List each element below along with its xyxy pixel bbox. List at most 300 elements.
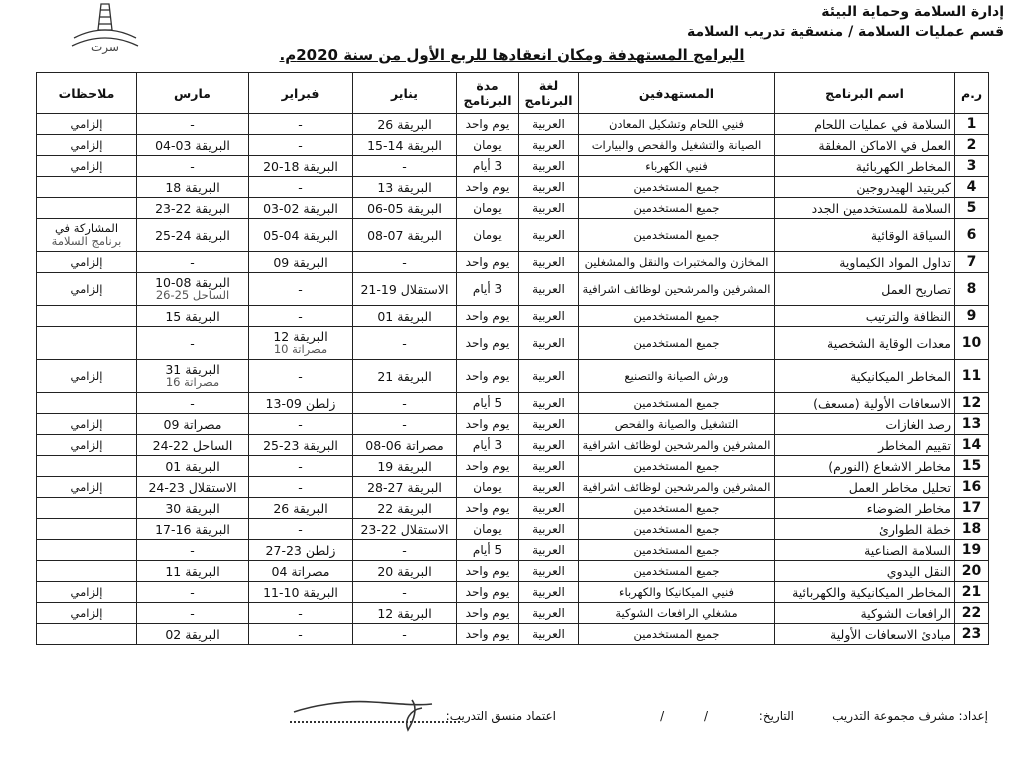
cell-program-name (775, 177, 955, 198)
cell-program-name-text: الرافعات الشوكية (860, 605, 951, 621)
cell-jan (353, 519, 457, 540)
cell-program-name (775, 477, 955, 498)
cell-duration-text: يوم واحد (465, 335, 510, 350)
cell-target-text: جميع المستخدمين (633, 200, 720, 215)
cell-language-text: العربية (532, 281, 565, 296)
cell-num (955, 306, 989, 327)
cell-notes (37, 156, 137, 177)
cell-duration (457, 156, 519, 177)
table-row (37, 273, 989, 306)
cell-num-text: 1 (966, 115, 977, 132)
cell-language (519, 582, 579, 603)
cell-feb-text: البريقة 04-05 (263, 227, 338, 243)
prepared-by-label: إعداد: مشرف مجموعة التدريب (832, 709, 988, 723)
cell-feb (249, 360, 353, 393)
cell-num (955, 114, 989, 135)
cell-mar-text: - (190, 116, 195, 132)
cell-duration (457, 114, 519, 135)
cell-num-text: 22 (961, 604, 982, 621)
cell-target (579, 414, 775, 435)
cell-num (955, 540, 989, 561)
cell-jan (353, 624, 457, 645)
cell-num-text: 18 (961, 520, 982, 537)
table-body (37, 114, 989, 645)
document-title-text: البرامج المستهدفة ومكان انعقادها للربع الأول من سنة 2020م. (279, 46, 745, 64)
cell-target-text: مشغلي الرافعات الشوكية (615, 605, 738, 620)
cell-duration (457, 519, 519, 540)
cell-jan-text: - (402, 395, 407, 411)
cell-language-text: العربية (532, 479, 565, 494)
cell-target (579, 273, 775, 306)
cell-jan-text: - (402, 254, 407, 270)
cell-feb (249, 414, 353, 435)
cell-program-name-text: تقييم المخاطر (878, 437, 951, 453)
cell-duration (457, 477, 519, 498)
cell-jan (353, 198, 457, 219)
cell-num-text: 2 (966, 136, 977, 153)
cell-duration (457, 198, 519, 219)
cell-duration-text: يومان (473, 521, 502, 536)
cell-notes (37, 582, 137, 603)
cell-mar-text: البريقة 02 (165, 626, 220, 642)
cell-feb-text: - (298, 521, 303, 537)
cell-mar-text: - (190, 542, 195, 558)
cell-duration-text: 3 أيام (472, 158, 503, 173)
cell-num (955, 414, 989, 435)
cell-num-text: 21 (961, 583, 982, 600)
cell-language (519, 198, 579, 219)
cell-jan (353, 360, 457, 393)
table-row (37, 177, 989, 198)
cell-duration-text: 3 أيام (472, 437, 503, 452)
cell-duration-text: يومان (473, 479, 502, 494)
cell-num (955, 219, 989, 252)
cell-duration (457, 414, 519, 435)
cell-target (579, 156, 775, 177)
cell-language-text: العربية (532, 254, 565, 269)
cell-program-name-text: مخاطر الاشعاع (النورم) (828, 458, 951, 474)
cell-mar-text: البريقة 18 (165, 179, 220, 195)
cell-target-text: المخازن والمختبرات والنقل والمشغلين (584, 254, 769, 269)
cell-feb (249, 327, 353, 360)
cell-mar-text: - (190, 584, 195, 600)
cell-mar (137, 219, 249, 252)
cell-jan-text: - (402, 542, 407, 558)
cell-language-text: العربية (532, 308, 565, 323)
cell-duration-text: يوم واحد (465, 254, 510, 269)
cell-notes (37, 135, 137, 156)
cell-mar-text: - (190, 605, 195, 621)
cell-duration (457, 252, 519, 273)
cell-duration (457, 393, 519, 414)
cell-num-text: 5 (966, 199, 977, 216)
cell-duration (457, 603, 519, 624)
cell-feb (249, 624, 353, 645)
table-row (37, 540, 989, 561)
cell-target-text: المشرفين والمرشحين لوظائف اشرافية (582, 437, 771, 452)
cell-language (519, 393, 579, 414)
cell-duration-text: يوم واحد (465, 563, 510, 578)
cell-duration-text: 3 أيام (472, 281, 503, 296)
table-row (37, 435, 989, 456)
cell-feb-text: - (298, 479, 303, 495)
cell-program-name (775, 624, 955, 645)
cell-mar-text: - (190, 254, 195, 270)
cell-feb-text: - (298, 605, 303, 621)
cell-num-text: 3 (966, 157, 977, 174)
cell-feb-text: البريقة 02-03 (263, 200, 338, 216)
cell-jan-text: البريقة 14-15 (367, 137, 442, 153)
col-header-mar: مارس (137, 73, 249, 114)
cell-target (579, 177, 775, 198)
cell-num (955, 360, 989, 393)
cell-language (519, 156, 579, 177)
col-header-duration: مدة البرنامج (457, 73, 519, 114)
cell-feb-text: - (298, 281, 303, 297)
cell-target-text: فنيي اللحام وتشكيل المعادن (608, 116, 745, 131)
col-header-notes: ملاحظات (37, 73, 137, 114)
cell-language (519, 540, 579, 561)
cell-program-name-text: السلامة في عمليات اللحام (814, 116, 951, 132)
cell-target-text: جميع المستخدمين (633, 626, 720, 641)
cell-feb-text: - (298, 137, 303, 153)
cell-jan-text: البريقة 21 (377, 368, 432, 384)
cell-mar (137, 414, 249, 435)
cell-num (955, 393, 989, 414)
cell-duration-text: يوم واحد (465, 179, 510, 194)
cell-duration-text: يومان (473, 200, 502, 215)
cell-notes-text: إلزامي (70, 254, 103, 269)
cell-program-name-text: رصد الغازات (885, 416, 951, 432)
cell-target (579, 114, 775, 135)
cell-mar-text: مصراتة 09 (163, 416, 222, 432)
table-row (37, 603, 989, 624)
cell-language-text: العربية (532, 158, 565, 173)
cell-notes-text: إلزامي (70, 281, 103, 296)
cell-notes (37, 177, 137, 198)
table-row (37, 582, 989, 603)
cell-target-text: جميع المستخدمين (633, 395, 720, 410)
cell-target (579, 561, 775, 582)
cell-notes (37, 273, 137, 306)
table-row (37, 252, 989, 273)
cell-duration (457, 582, 519, 603)
cell-notes (37, 414, 137, 435)
cell-language (519, 414, 579, 435)
cell-jan-text: - (402, 335, 407, 351)
cell-num-text: 4 (966, 178, 977, 195)
cell-feb-text: مصراتة 04 (271, 563, 330, 579)
table-row (37, 519, 989, 540)
cell-duration (457, 135, 519, 156)
cell-notes-text: إلزامي (70, 437, 103, 452)
cell-feb (249, 393, 353, 414)
cell-jan-text: - (402, 626, 407, 642)
cell-feb-text: البريقة 18-20 (263, 158, 338, 174)
cell-feb-text: - (298, 626, 303, 642)
table-row (37, 135, 989, 156)
cell-notes (37, 603, 137, 624)
cell-feb (249, 306, 353, 327)
cell-notes (37, 327, 137, 360)
cell-target (579, 519, 775, 540)
header-line-1: إدارة السلامة وحماية البيئة (821, 4, 1004, 20)
cell-language-text: العربية (532, 542, 565, 557)
cell-num (955, 519, 989, 540)
cell-target-text: جميع المستخدمين (633, 542, 720, 557)
cell-notes (37, 306, 137, 327)
cell-language (519, 177, 579, 198)
cell-duration-text: يوم واحد (465, 308, 510, 323)
cell-mar (137, 393, 249, 414)
cell-feb (249, 252, 353, 273)
cell-feb-text: - (298, 179, 303, 195)
cell-mar (137, 252, 249, 273)
cell-target-text: الصيانة والتشغيل والفحص والبيارات (591, 137, 762, 152)
cell-language-text: العربية (532, 437, 565, 452)
cell-program-name (775, 135, 955, 156)
cell-feb (249, 114, 353, 135)
cell-mar (137, 477, 249, 498)
table-row (37, 156, 989, 177)
cell-program-name-text: معدات الوقاية الشخصية (827, 335, 951, 351)
cell-language (519, 498, 579, 519)
cell-mar-text: البريقة 11 (165, 563, 220, 579)
footer (0, 709, 1024, 729)
cell-jan-text: البريقة 12 (377, 605, 432, 621)
cell-target-text: المشرفين والمرشحين لوظائف اشرافية (582, 281, 771, 296)
cell-mar (137, 327, 249, 360)
cell-target-text: جميع المستخدمين (633, 179, 720, 194)
cell-program-name-text: العمل في الاماكن المغلقة (818, 137, 951, 153)
table-row (37, 624, 989, 645)
cell-notes-text-2: برنامج السلامة (51, 234, 122, 248)
table-row (37, 498, 989, 519)
cell-target (579, 327, 775, 360)
cell-mar (137, 135, 249, 156)
cell-program-name (775, 219, 955, 252)
cell-target (579, 624, 775, 645)
cell-target (579, 582, 775, 603)
cell-program-name (775, 582, 955, 603)
cell-language-text: العربية (532, 605, 565, 620)
cell-target (579, 393, 775, 414)
cell-jan-text: البريقة 27-28 (367, 479, 442, 495)
cell-num (955, 456, 989, 477)
cell-jan (353, 582, 457, 603)
cell-program-name (775, 456, 955, 477)
logo-text: سرت (91, 40, 119, 54)
cell-num-text: 15 (961, 457, 982, 474)
table-row (37, 219, 989, 252)
col-header-jan: يناير (353, 73, 457, 114)
cell-target (579, 198, 775, 219)
cell-program-name (775, 435, 955, 456)
col-header-target: المستهدفين (579, 73, 775, 114)
cell-notes (37, 561, 137, 582)
cell-target (579, 135, 775, 156)
cell-duration (457, 177, 519, 198)
cell-language-text: العربية (532, 368, 565, 383)
cell-feb-text: - (298, 308, 303, 324)
cell-mar (137, 306, 249, 327)
cell-program-name (775, 306, 955, 327)
cell-num-text: 12 (961, 394, 982, 411)
cell-language (519, 327, 579, 360)
cell-language (519, 360, 579, 393)
table-row (37, 414, 989, 435)
cell-program-name (775, 519, 955, 540)
cell-num-text: 16 (961, 478, 982, 495)
cell-duration-text: يوم واحد (465, 584, 510, 599)
cell-feb (249, 582, 353, 603)
cell-notes (37, 519, 137, 540)
cell-num (955, 624, 989, 645)
cell-duration-text: يوم واحد (465, 605, 510, 620)
cell-jan (353, 561, 457, 582)
cell-program-name (775, 114, 955, 135)
cell-notes-text: إلزامي (70, 137, 103, 152)
cell-jan-text: الاستقلال 22-23 (360, 521, 449, 537)
cell-language (519, 135, 579, 156)
cell-feb-text: - (298, 416, 303, 432)
col-header-feb: فبراير (249, 73, 353, 114)
cell-language (519, 252, 579, 273)
cell-mar (137, 603, 249, 624)
cell-program-name-text: تداول المواد الكيماوية (839, 254, 951, 270)
cell-mar-text: البريقة 03-04 (155, 137, 230, 153)
cell-jan (353, 114, 457, 135)
cell-notes-text: إلزامي (70, 158, 103, 173)
cell-duration-text: يوم واحد (465, 368, 510, 383)
table-row (37, 477, 989, 498)
cell-program-name (775, 414, 955, 435)
cell-num (955, 327, 989, 360)
cell-mar-text: البريقة 22-23 (155, 200, 230, 216)
cell-jan (353, 603, 457, 624)
col-header-lang: لغة البرنامج (519, 73, 579, 114)
cell-language (519, 456, 579, 477)
cell-feb-text: - (298, 116, 303, 132)
cell-jan-text: - (402, 416, 407, 432)
cell-program-name-text: خطة الطوارئ (879, 521, 951, 537)
cell-mar-text-2: الساحل 25-26 (155, 288, 230, 302)
cell-num-text: 13 (961, 415, 982, 432)
cell-feb (249, 477, 353, 498)
cell-feb (249, 273, 353, 306)
cell-feb-text: البريقة 23-25 (263, 437, 338, 453)
cell-mar-text: الاستقلال 23-24 (148, 479, 237, 495)
cell-jan (353, 177, 457, 198)
cell-language-text: العربية (532, 137, 565, 152)
cell-duration-text: 5 أيام (472, 542, 503, 557)
cell-duration (457, 624, 519, 645)
cell-target (579, 540, 775, 561)
cell-duration-text: يوم واحد (465, 626, 510, 641)
cell-duration-text: يومان (473, 227, 502, 242)
cell-feb (249, 135, 353, 156)
cell-target-text: جميع المستخدمين (633, 308, 720, 323)
cell-jan (353, 456, 457, 477)
cell-num-text: 17 (961, 499, 982, 516)
cell-jan (353, 219, 457, 252)
document-title (0, 46, 1024, 64)
cell-language-text: العربية (532, 584, 565, 599)
schedule-table (36, 72, 989, 645)
cell-notes (37, 435, 137, 456)
cell-jan-text: البريقة 19 (377, 458, 432, 474)
cell-program-name (775, 360, 955, 393)
cell-target-text: المشرفين والمرشحين لوظائف اشرافية (582, 479, 771, 494)
cell-duration (457, 306, 519, 327)
cell-language-text: العربية (532, 416, 565, 431)
cell-feb (249, 456, 353, 477)
cell-mar-text: البريقة 31 (165, 362, 220, 377)
cell-num (955, 198, 989, 219)
cell-duration (457, 327, 519, 360)
table-row (37, 306, 989, 327)
cell-num (955, 498, 989, 519)
cell-jan-text: البريقة 13 (377, 179, 432, 195)
cell-notes (37, 252, 137, 273)
cell-mar (137, 561, 249, 582)
cell-num-text: 10 (961, 334, 982, 351)
cell-num (955, 603, 989, 624)
cell-target (579, 603, 775, 624)
cell-mar-text: البريقة 01 (165, 458, 220, 474)
table-header-row (37, 73, 989, 114)
cell-target-text: جميع المستخدمين (633, 227, 720, 242)
cell-duration-text: يوم واحد (465, 416, 510, 431)
cell-num-text: 14 (961, 436, 982, 453)
cell-feb-text: البريقة 10-11 (263, 584, 338, 600)
cell-target-text: جميع المستخدمين (633, 563, 720, 578)
table-row (37, 198, 989, 219)
schedule-table-wrap (36, 72, 988, 645)
cell-duration (457, 360, 519, 393)
cell-mar (137, 156, 249, 177)
cell-target-text: جميع المستخدمين (633, 500, 720, 515)
cell-jan (353, 327, 457, 360)
cell-num-text: 9 (966, 307, 977, 324)
cell-mar-text: البريقة 08-10 (155, 275, 230, 290)
cell-duration-text: يوم واحد (465, 500, 510, 515)
date-label: التاريخ: (758, 709, 794, 723)
cell-jan (353, 252, 457, 273)
cell-mar (137, 582, 249, 603)
cell-feb-text: البريقة 12 (273, 329, 328, 344)
cell-jan-text: البريقة 01 (377, 308, 432, 324)
cell-program-name-text: النقل اليدوي (886, 563, 951, 579)
cell-target (579, 435, 775, 456)
cell-duration (457, 456, 519, 477)
cell-language (519, 306, 579, 327)
cell-feb-text: البريقة 09 (273, 254, 328, 270)
cell-feb (249, 519, 353, 540)
cell-jan (353, 540, 457, 561)
cell-language (519, 477, 579, 498)
cell-program-name (775, 561, 955, 582)
table-row (37, 114, 989, 135)
cell-mar (137, 360, 249, 393)
cell-language (519, 273, 579, 306)
col-header-name: اسم البرنامج (775, 73, 955, 114)
cell-feb (249, 435, 353, 456)
cell-target (579, 306, 775, 327)
cell-num (955, 273, 989, 306)
cell-jan (353, 393, 457, 414)
cell-program-name (775, 603, 955, 624)
